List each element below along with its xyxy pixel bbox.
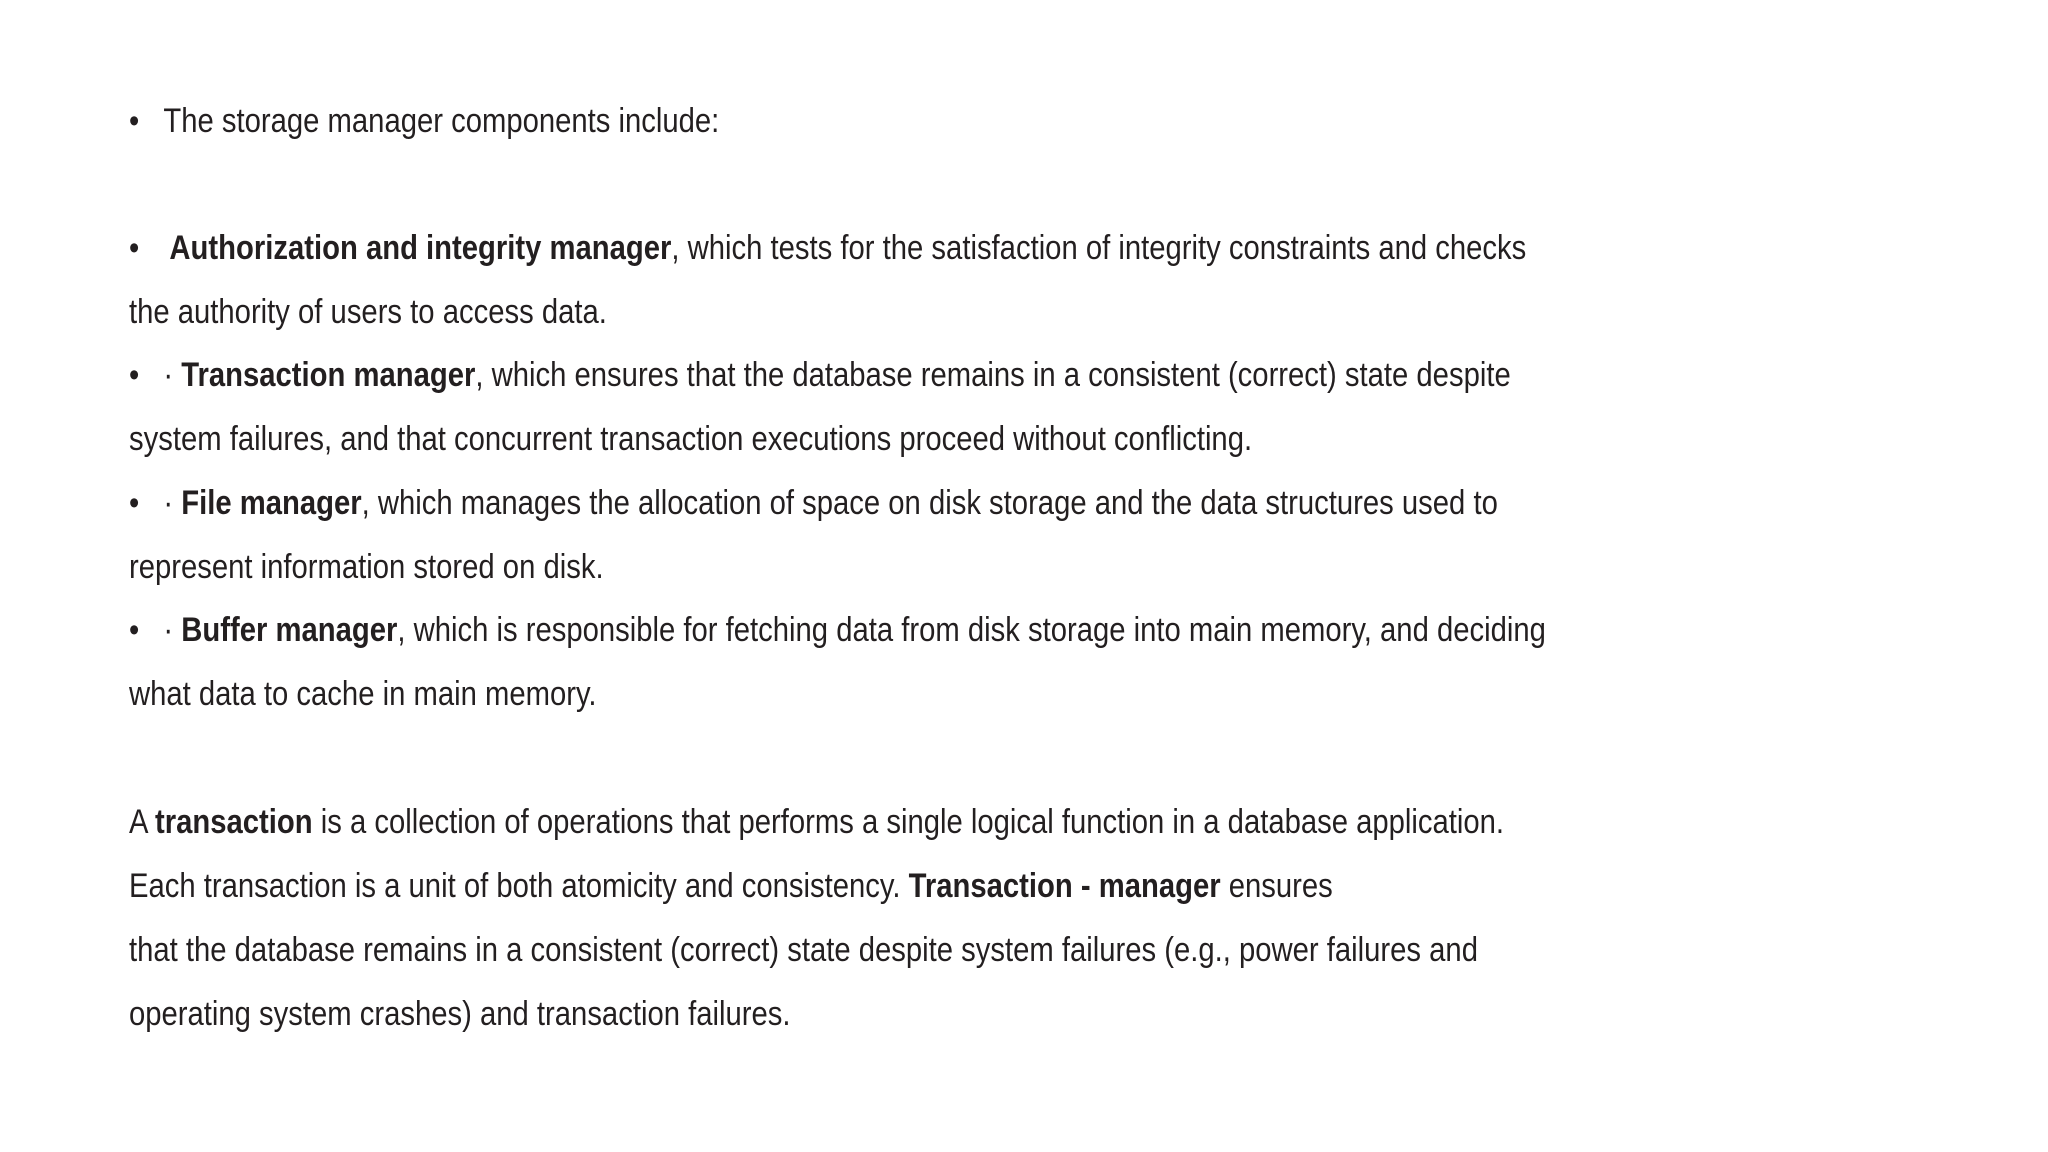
component-authorization-line-1 (129, 216, 1527, 280)
bullet-icon: • (129, 229, 140, 267)
component-file-line-2 (129, 535, 1522, 599)
component-transaction-line-1 (129, 343, 1522, 407)
paragraph-text: A (129, 803, 156, 841)
component-description-continued: what data to cache in main memory. (129, 675, 597, 713)
paragraph-text: that the database remains in a consistent (correct) state despite system failures (e.g., power failures and (129, 931, 1478, 969)
component-buffer-line-2 (129, 662, 1522, 726)
component-term: Authorization and integrity manager (169, 229, 672, 267)
component-file-line-1 (129, 471, 1522, 535)
component-description: , which is responsible for fetching data from disk storage into main memory, and deciding (397, 611, 1546, 649)
component-authorization-line-2 (129, 280, 1522, 344)
intro-text: The storage manager components include: (163, 102, 720, 140)
paragraph-text: is a collection of operations that performs a single logical function in a database application. (312, 803, 1505, 841)
component-description-continued: represent information stored on disk. (129, 548, 604, 586)
bullet-icon: • (129, 611, 140, 649)
paragraph-term-transaction: transaction (155, 803, 313, 841)
component-transaction-line-2 (129, 407, 1522, 471)
component-prefix: · (163, 356, 182, 394)
bullet-icon: • (129, 356, 140, 394)
intro-line (129, 89, 1522, 153)
component-description: , which manages the allocation of space on disk storage and the data structures used to (361, 484, 1498, 522)
bullet-icon: • (129, 102, 140, 140)
transaction-paragraph-line-4 (129, 982, 1522, 1046)
component-description: , which tests for the satisfaction of integrity constraints and checks (671, 229, 1527, 267)
component-prefix: · (163, 611, 182, 649)
transaction-paragraph-line-2 (129, 854, 1522, 918)
paragraph-term-transaction-manager: Transaction - manager (908, 867, 1221, 905)
paragraph-text: operating system crashes) and transaction failures. (129, 995, 791, 1033)
component-prefix: · (163, 484, 182, 522)
paragraph-text: Each transaction is a unit of both atomicity and consistency. (129, 867, 909, 905)
paragraph-text: ensures (1220, 867, 1333, 905)
component-description-continued: the authority of users to access data. (129, 293, 607, 331)
transaction-paragraph-line-3 (129, 918, 1522, 982)
component-term: Transaction manager (181, 356, 476, 394)
component-term: File manager (181, 484, 362, 522)
component-description-continued: system failures, and that concurrent transaction executions proceed without conflicting. (129, 420, 1253, 458)
component-buffer-line-1 (129, 598, 1546, 662)
component-description: , which ensures that the database remains in a consistent (correct) state despite (475, 356, 1511, 394)
bullet-icon: • (129, 484, 140, 522)
transaction-paragraph-line-1 (129, 790, 1522, 854)
component-term: Buffer manager (181, 611, 398, 649)
